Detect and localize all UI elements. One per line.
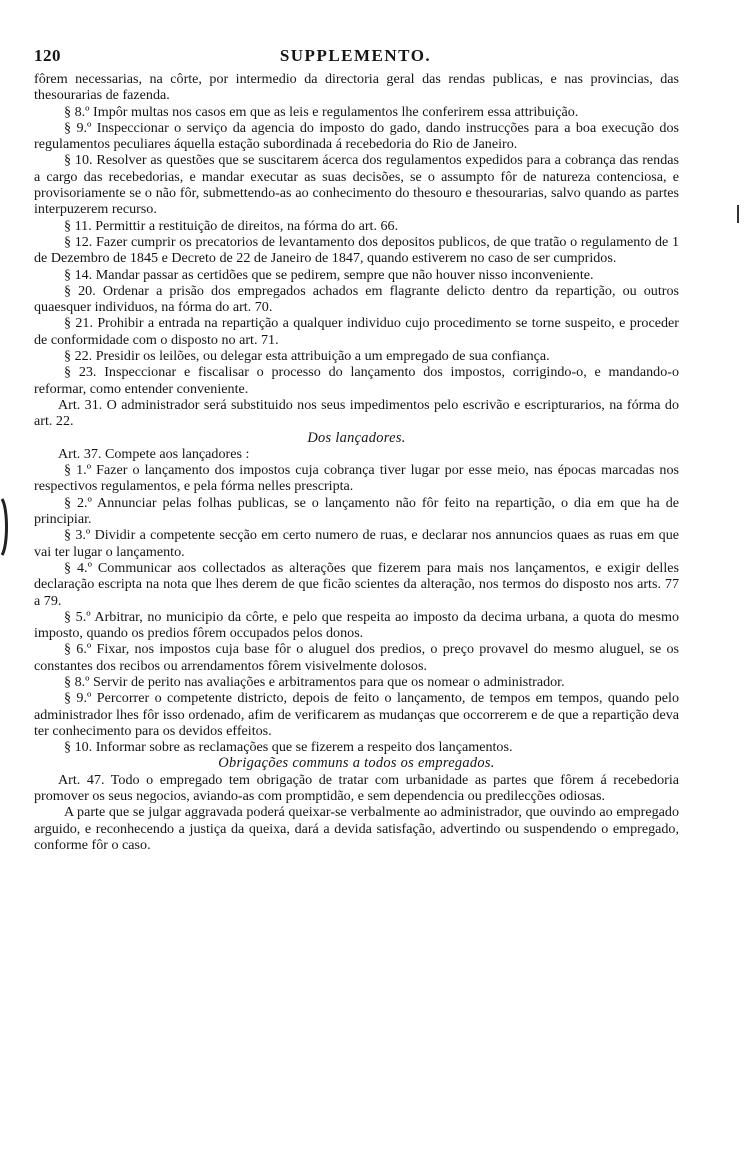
paragraph: § 9.º Inspeccionar o serviço da agencia do imposto do gado, dando instrucções para a boa execução dos regulamentos peculiares áquella estação subordinada á recebedoria do Rio de Janeiro.: [34, 119, 679, 153]
paragraph: § 20. Ordenar a prisão dos empregados achados em flagrante delicto dentro da repartição, ou outros quaesquer individuos, na fórma do art. 70.: [34, 282, 679, 316]
paragraph: § 14. Mandar passar as certidões que se pedirem, sempre que não houver nisso inconveniente.: [64, 266, 594, 283]
paragraph: § 9.º Percorrer o competente districto, depois de feito o lançamento, de tempos em tempos, quando pelo administrador lhes fôr isso ordenado, afim de verificarem as mudanças que occorrerem e de que a repartição deva ter conhecimento para os devidos effeitos.: [34, 690, 679, 739]
paragraph: § 8.º Servir de perito nas avaliações e arbitramentos para que os nomear o administrador.: [64, 673, 565, 690]
binding-bracket: [0, 498, 9, 556]
paragraph: § 11. Permittir a restituição de direitos, na fórma do art. 66.: [64, 217, 399, 234]
paragraph: § 5.º Arbitrar, no municipio da côrte, e pelo que respeita ao imposto da decima urbana, a quota do mesmo imposto, quando os predios fôrem occupados pelos donos.: [34, 608, 679, 642]
article-paragraph: Art. 37. Compete aos lançadores :: [58, 445, 250, 462]
paragraph: § 6.º Fixar, nos impostos cuja base fôr o aluguel dos predios, o preço provavel do mesmo aluguel, se os constantes dos recibos ou arrendamentos fôrem visivelmente dolosos.: [34, 641, 679, 674]
paragraph: § 23. Inspeccionar e fiscalisar o processo do lançamento dos impostos, corrigindo-o, e mandando-o reformar, como entender conveniente.: [34, 364, 679, 397]
paragraph: § 10. Resolver as questões que se suscitarem ácerca dos regulamentos expedidos para a cobrança das rendas a cargo das recebedorias, e mandar executar as suas decisões, se o assumpto fôr de natureza contenciosa, e provisoriamente se o não fôr, submettendo-as ao conhecimento do thesouro e thesourarias, salvo quando as partes interpuzerem recurso.: [34, 152, 679, 218]
section-heading: Obrigações communs a todos os empregados.: [218, 755, 495, 772]
paragraph: § 22. Presidir os leilões, ou delegar esta attribuição a um empregado de sua confiança.: [64, 348, 550, 365]
article-paragraph: Art. 31. O administrador será substituido nos seus impedimentos pelo escrivão e escripturarios, na fórma do art. 22.: [34, 396, 679, 430]
page-header: [34, 46, 677, 66]
paragraph: § 12. Fazer cumprir os precatorios de levantamento dos depositos publicos, de que tratão o regulamento de 1 de Dezembro de 1845 e Decreto de 22 de Janeiro de 1847, quando estiverem no caso de ser cumpridos.: [34, 233, 679, 267]
paragraph: § 4.º Communicar aos collectados as alterações que fizerem para mais nos lançamentos, e exigir delles declaração escripta na nota que lhes derem de que ficão scientes da alteração, nos termos do disposto nos arts. 77 a 79.: [34, 559, 679, 609]
paragraph: fôrem necessarias, na côrte, por intermedio da directoria geral das rendas publicas, e nas provincias, das thesourarias de fazenda.: [34, 71, 679, 104]
paragraph: A parte que se julgar aggravada poderá queixar-se verbalmente ao administrador, que ouvindo ao empregado arguido, e reconhecendo a justiça da queixa, dará a devida satisfação, advertindo ou suspendendo o empregado, conforme fôr o caso.: [34, 804, 679, 853]
section-heading: Dos lançadores.: [307, 429, 406, 446]
page-number: 120: [34, 46, 61, 65]
margin-mark: [737, 205, 739, 223]
page-body: [34, 71, 679, 853]
running-title: SUPPLEMENTO.: [279, 46, 432, 65]
paragraph: § 8.º Impôr multas nos casos em que as leis e regulamentos lhe conferirem essa attribuição.: [64, 103, 579, 120]
paragraph: § 3.º Dividir a competente secção em certo numero de ruas, e declarar nos annuncios quaes as ruas em que vai ter lugar o lançamento.: [34, 527, 679, 560]
paragraph: § 2.º Annunciar pelas folhas publicas, se o lançamento não fôr feito na repartição, o dia em que ha de principiar.: [34, 494, 679, 528]
article-paragraph: Art. 47. Todo o empregado tem obrigação de tratar com urbanidade as partes que fôrem á recebedoria promover os seus negocios, aviando-as com promptidão, e sem dependencia ou predilecções odiosas.: [34, 771, 679, 805]
paragraph: § 21. Prohibir a entrada na repartição a qualquer individuo cujo procedimento se torne suspeito, e proceder de conformidade com o disposto no art. 71.: [34, 315, 679, 348]
paragraph: § 1.º Fazer o lançamento dos impostos cuja cobrança tiver lugar por esse meio, nas épocas marcadas nos respectivos regulamentos, e pela fórma nelles prescripta.: [34, 462, 679, 495]
paragraph: § 10. Informar sobre as reclamações que se fizerem a respeito dos lançamentos.: [64, 739, 513, 756]
